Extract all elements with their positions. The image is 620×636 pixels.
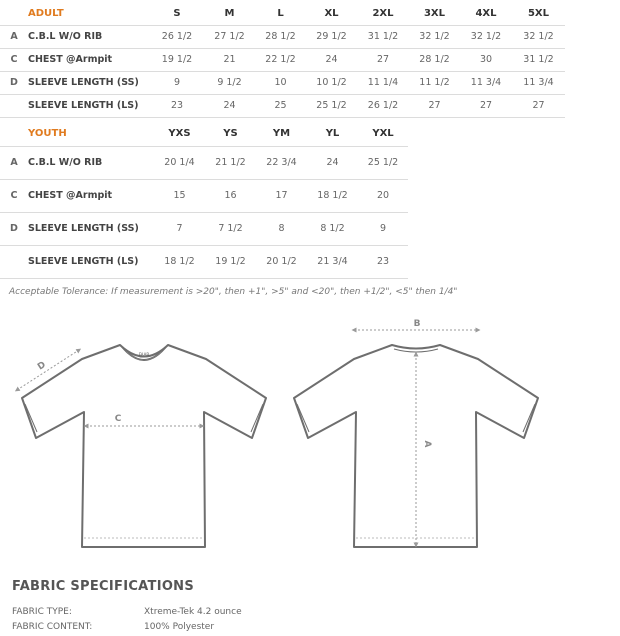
adult-size-header: 3XL bbox=[409, 2, 460, 25]
adult-size-header: M bbox=[204, 2, 255, 25]
measurement-code bbox=[0, 245, 28, 278]
measurement-value: 20 1/2 bbox=[256, 245, 307, 278]
measurement-label: SLEEVE LENGTH (LS) bbox=[28, 245, 154, 278]
measurement-value: 28 1/2 bbox=[255, 25, 306, 48]
tolerance-note: Acceptable Tolerance: If measurement is >20", then +1", >5" and <20", then +1/2", <5" then 1/4" bbox=[9, 287, 458, 297]
measurement-value: 27 bbox=[512, 94, 565, 117]
measurement-code: D bbox=[0, 71, 28, 94]
measurement-value: 24 bbox=[307, 146, 358, 179]
measurement-value: 18 1/2 bbox=[154, 245, 205, 278]
dimension-d-label: D bbox=[36, 360, 48, 373]
measurement-value: 20 bbox=[358, 179, 408, 212]
measurement-label: CHEST @Armpit bbox=[28, 179, 154, 212]
youth-size-header: YL bbox=[307, 121, 358, 146]
measurement-value: 22 3/4 bbox=[256, 146, 307, 179]
measurement-value: 24 bbox=[306, 48, 357, 71]
youth-row-sleeve-ss bbox=[0, 212, 408, 245]
measurement-value: 23 bbox=[150, 94, 204, 117]
measurement-value: 24 bbox=[204, 94, 255, 117]
measurement-value: 27 bbox=[357, 48, 409, 71]
measurement-label: C.B.L W/O RIB bbox=[28, 146, 154, 179]
measurement-code: C bbox=[0, 48, 28, 71]
measurement-value: 27 1/2 bbox=[204, 25, 255, 48]
measurement-label: SLEEVE LENGTH (SS) bbox=[28, 71, 150, 94]
fabric-specifications-title: FABRIC SPECIFICATIONS bbox=[12, 579, 195, 594]
measurement-value: 27 bbox=[460, 94, 512, 117]
measurement-value: 16 bbox=[205, 179, 256, 212]
fabric-type-label: FABRIC TYPE: bbox=[12, 607, 72, 617]
measurement-value: 21 3/4 bbox=[307, 245, 358, 278]
measurement-value: 26 1/2 bbox=[357, 94, 409, 117]
measurement-code: A bbox=[0, 25, 28, 48]
youth-size-header: YXL bbox=[358, 121, 408, 146]
dimension-c-label: C bbox=[114, 414, 122, 424]
measurement-code: A bbox=[0, 146, 28, 179]
measurement-code: D bbox=[0, 212, 28, 245]
youth-row-sleeve-ls bbox=[0, 245, 408, 278]
measurement-value: 27 bbox=[409, 94, 460, 117]
measurement-value: 28 1/2 bbox=[409, 48, 460, 71]
measurement-value: 18 1/2 bbox=[307, 179, 358, 212]
adult-section-label: ADULT bbox=[28, 2, 150, 25]
adult-size-header: XL bbox=[306, 2, 357, 25]
measurement-value: 8 bbox=[256, 212, 307, 245]
measurement-code bbox=[0, 94, 28, 117]
adult-row-chest bbox=[0, 48, 565, 71]
adult-row-sleeve-ls bbox=[0, 94, 565, 117]
adult-row-cbl bbox=[0, 25, 565, 48]
measurement-label: SLEEVE LENGTH (SS) bbox=[28, 212, 154, 245]
measurement-value: 29 1/2 bbox=[306, 25, 357, 48]
measurement-value: 25 1/2 bbox=[306, 94, 357, 117]
measurement-value: 9 1/2 bbox=[204, 71, 255, 94]
measurement-value: 7 1/2 bbox=[205, 212, 256, 245]
dimension-a-label: A bbox=[422, 440, 432, 448]
measurement-value: 25 1/2 bbox=[358, 146, 408, 179]
front-neck-tag: FAAB bbox=[138, 352, 150, 357]
measurement-value: 21 bbox=[204, 48, 255, 71]
measurement-value: 10 bbox=[255, 71, 306, 94]
measurement-value: 11 3/4 bbox=[460, 71, 512, 94]
tshirt-measurement-diagram bbox=[0, 310, 620, 555]
measurement-value: 7 bbox=[154, 212, 205, 245]
measurement-label: SLEEVE LENGTH (LS) bbox=[28, 94, 150, 117]
adult-size-header: 5XL bbox=[512, 2, 565, 25]
adult-size-header: S bbox=[150, 2, 204, 25]
measurement-value: 21 1/2 bbox=[205, 146, 256, 179]
measurement-value: 32 1/2 bbox=[409, 25, 460, 48]
measurement-value: 31 1/2 bbox=[357, 25, 409, 48]
adult-row-sleeve-ss bbox=[0, 71, 565, 94]
youth-size-table bbox=[0, 121, 408, 279]
measurement-value: 19 1/2 bbox=[205, 245, 256, 278]
measurement-value: 22 1/2 bbox=[255, 48, 306, 71]
measurement-label: CHEST @Armpit bbox=[28, 48, 150, 71]
measurement-value: 17 bbox=[256, 179, 307, 212]
measurement-value: 8 1/2 bbox=[307, 212, 358, 245]
measurement-value: 10 1/2 bbox=[306, 71, 357, 94]
youth-size-header: YM bbox=[256, 121, 307, 146]
measurement-value: 31 1/2 bbox=[512, 48, 565, 71]
adult-size-header: L bbox=[255, 2, 306, 25]
youth-size-header: YXS bbox=[154, 121, 205, 146]
youth-row-chest bbox=[0, 179, 408, 212]
measurement-value: 15 bbox=[154, 179, 205, 212]
measurement-value: 20 1/4 bbox=[154, 146, 205, 179]
measurement-value: 26 1/2 bbox=[150, 25, 204, 48]
adult-size-header: 4XL bbox=[460, 2, 512, 25]
youth-section-label: YOUTH bbox=[28, 121, 154, 146]
front-tshirt-outline bbox=[22, 345, 266, 547]
youth-size-header: YS bbox=[205, 121, 256, 146]
measurement-value: 9 bbox=[150, 71, 204, 94]
measurement-value: 9 bbox=[358, 212, 408, 245]
measurement-value: 19 1/2 bbox=[150, 48, 204, 71]
measurement-value: 11 1/4 bbox=[357, 71, 409, 94]
adult-size-header: 2XL bbox=[357, 2, 409, 25]
measurement-code: C bbox=[0, 179, 28, 212]
adult-size-table bbox=[0, 2, 565, 118]
youth-header-row bbox=[0, 121, 408, 146]
measurement-value: 23 bbox=[358, 245, 408, 278]
youth-row-cbl bbox=[0, 146, 408, 179]
adult-header-row bbox=[0, 2, 565, 25]
measurement-value: 32 1/2 bbox=[512, 25, 565, 48]
fabric-content-label: FABRIC CONTENT: bbox=[12, 622, 93, 632]
dimension-b-label: B bbox=[413, 319, 421, 329]
measurement-value: 11 3/4 bbox=[512, 71, 565, 94]
measurement-value: 25 bbox=[255, 94, 306, 117]
measurement-value: 32 1/2 bbox=[460, 25, 512, 48]
fabric-type-value: Xtreme-Tek 4.2 ounce bbox=[144, 607, 242, 617]
measurement-value: 11 1/2 bbox=[409, 71, 460, 94]
measurement-value: 30 bbox=[460, 48, 512, 71]
measurement-label: C.B.L W/O RIB bbox=[28, 25, 150, 48]
fabric-content-value: 100% Polyester bbox=[144, 622, 215, 632]
